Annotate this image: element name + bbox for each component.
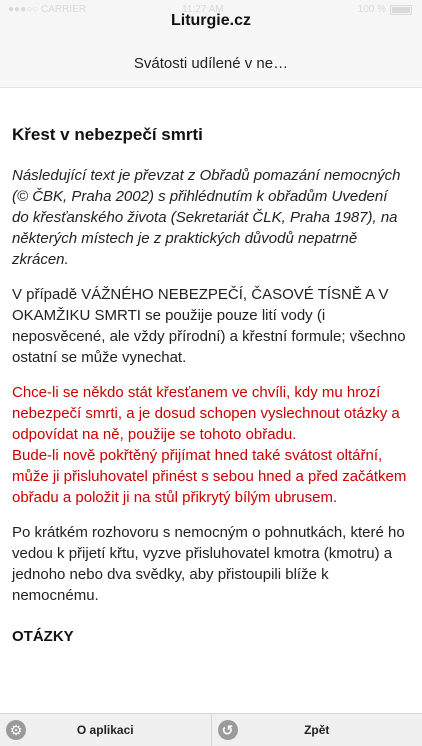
tab-back[interactable] [212,714,422,746]
app-title: Liturgie.cz [170,12,251,29]
section-title: Svátosti udílené v ne… [133,55,289,72]
nav-bar [0,0,422,40]
rubric-block [12,382,408,508]
battery-percent: 100 % [357,4,386,15]
tab-about-label: O aplikaci [76,723,134,737]
back-icon: ↺ [218,720,238,740]
rubric-paragraph-2: Bude-li nově pokřtěný přijímat hned také svátost oltářní, může ji přisluhovatel přinést s sebou hned a před začátkem obřadu a položit ji na stůl přikrytý bílým ubrusem. [12,447,407,506]
section-heading-questions: OTÁZKY [12,628,74,645]
section-header [0,40,422,88]
carrier-label: ●●●○○ CARRIER [8,4,86,15]
tab-bar [0,713,422,746]
gear-icon: ⚙ [6,720,26,740]
tab-about[interactable] [0,714,212,746]
article-title: Křest v nebezpečí smrti [12,125,203,144]
article-content[interactable] [0,89,422,713]
intro-paragraph: Následující text je převzat z Obřadů pomazání nemocných (© ČBK, Praha 2002) s přihlédnutím k obřadům Uvedení do křesťanského života (Sekretariát ČLK, Praha 1987), na některých místech je z praktických důvodů nepatrně zkrácen. [12,167,401,268]
rubric-paragraph-1: Chce-li se někdo stát křesťanem ve chvíli, kdy mu hrozí nebezpečí smrti, a je dosud schopen vyslechnout otázky a odpovídat na ně, použije se tohoto obřadu. [12,384,400,443]
clock: 11:27 AM [182,4,224,15]
tab-back-label: Zpět [304,723,330,737]
paragraph-conversation: Po krátkém rozhovoru s nemocným o pohnutkách, které ho vedou k přijetí křtu, vyzve přisluhovatel kmotra (kmotru) a jednoho nebo dva svědky, aby přistoupili blíže k nemocnému. [12,524,405,604]
paragraph-danger: V případě VÁŽNÉHO NEBEZPEČÍ, ČASOVÉ TÍSNĚ A V OKAMŽIKU SMRTI se použije pouze lití vody (i neposvěcené, ale vždy přírodní) a křestní formule; všechno ostatní se může vynechat. [12,286,406,366]
